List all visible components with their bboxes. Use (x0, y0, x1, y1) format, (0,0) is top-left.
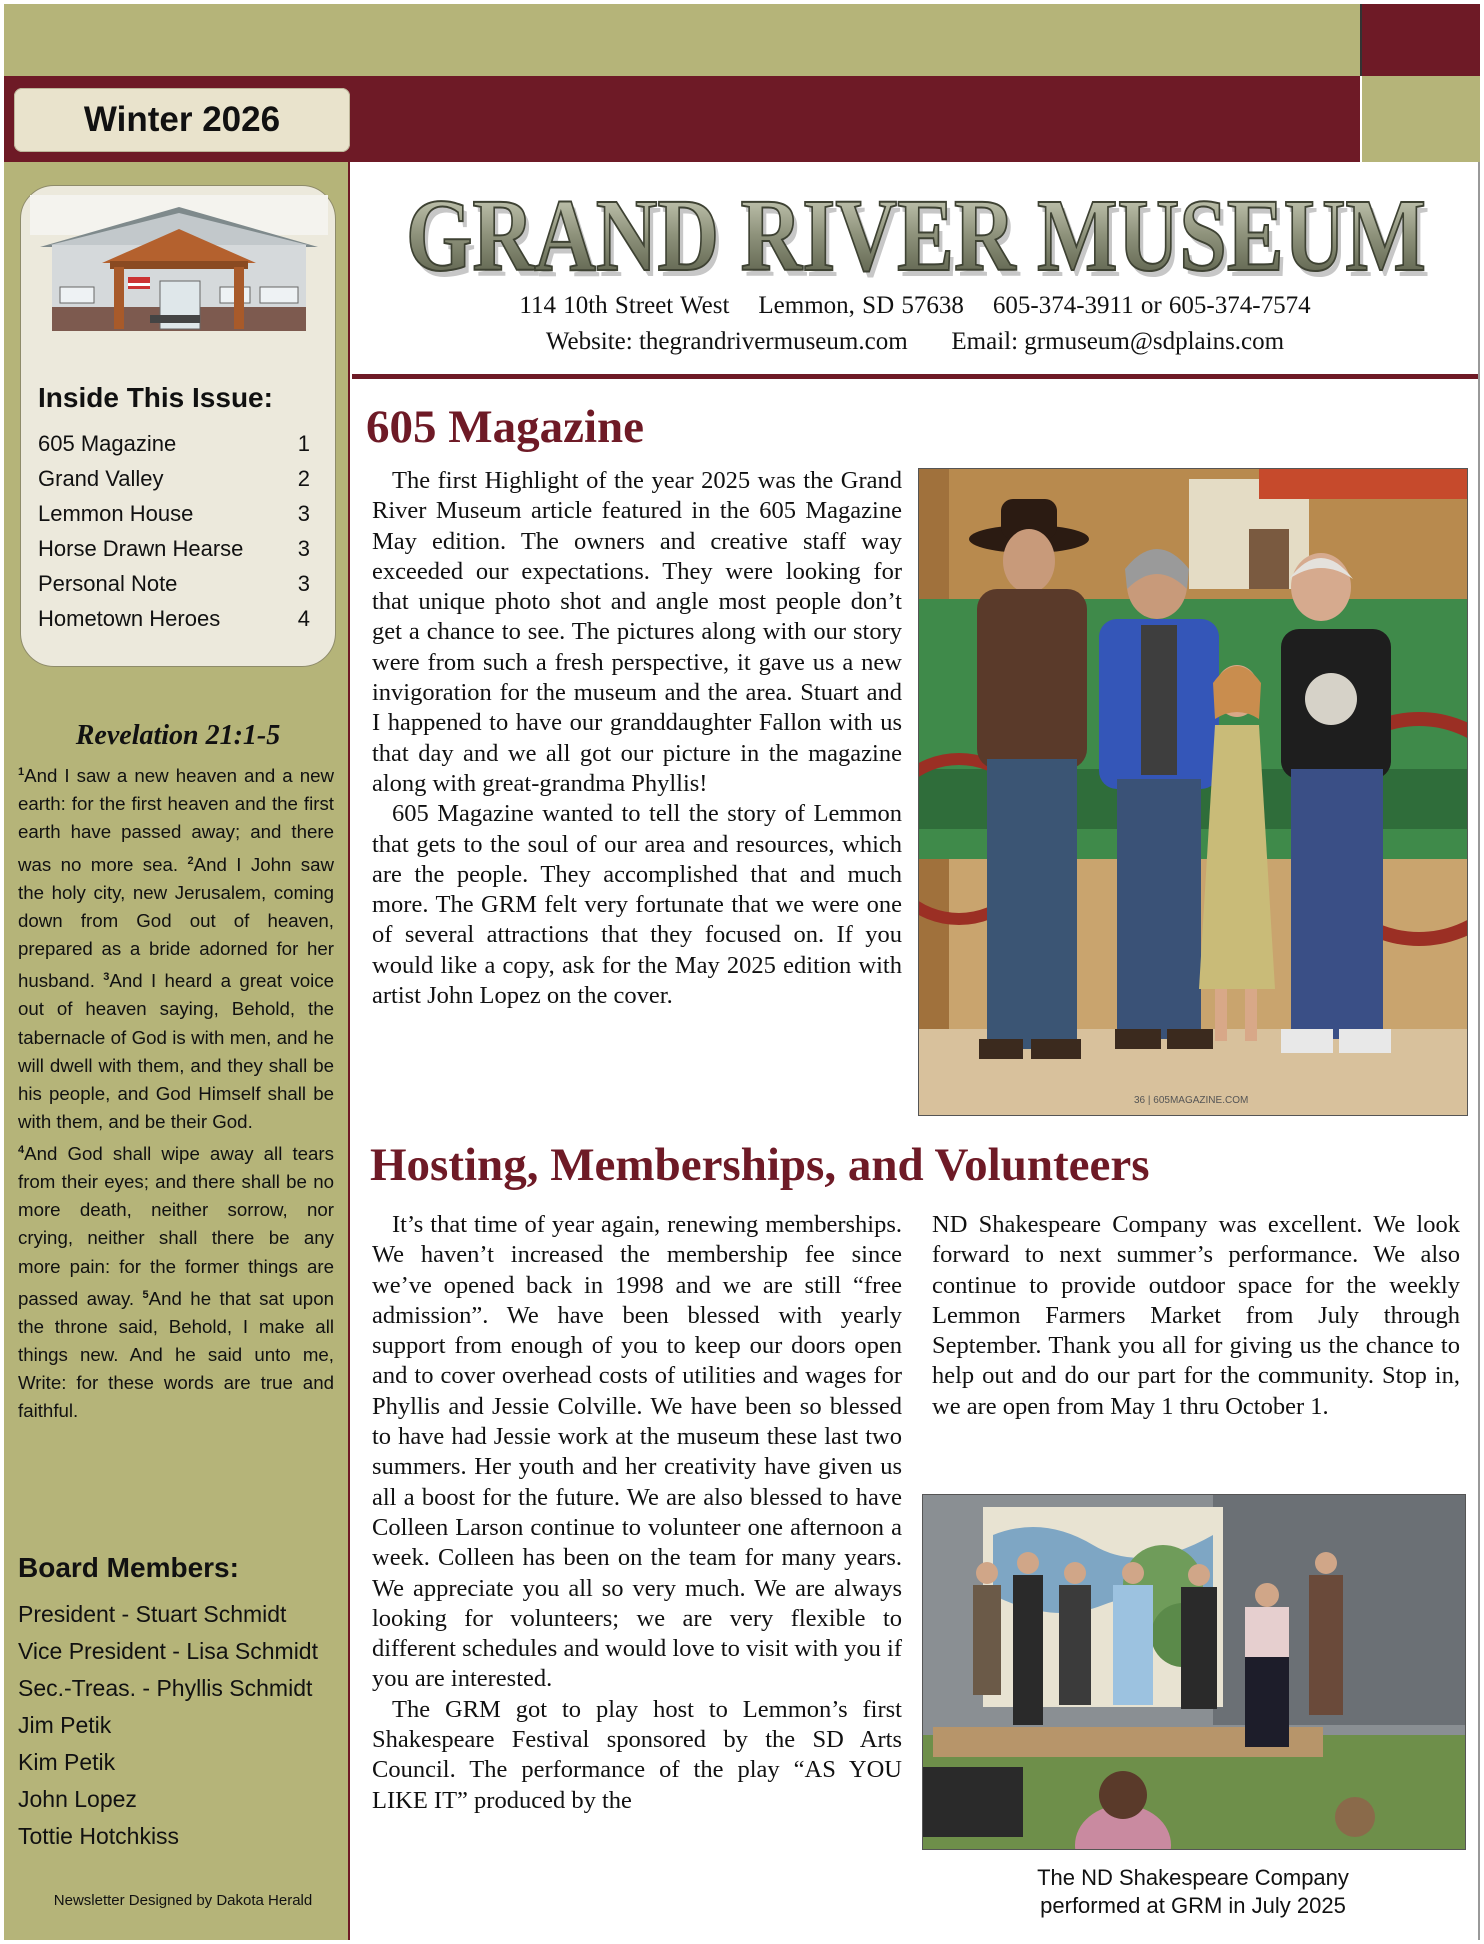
toc-label: Horse Drawn Hearse (38, 536, 244, 561)
shakespeare-performance-photo (922, 1494, 1466, 1850)
photo-caption (922, 1864, 1464, 1920)
verse: And he that sat upon the throne said, Behold, I make all things new. And he said unto me, Write: for these words are true and faithful. (18, 1287, 334, 1422)
paragraph: ND Shakespeare Company was excellent. We look forward to next summer’s performance. We also continue to provide outdoor space for the weekly Lemmon Farmers Market from July through September. Thank you all for giving us the chance to help out and do our part for the community. Stop in, we are open from May 1 thru October 1. (932, 1211, 1460, 1420)
toc-page: 2 (297, 466, 310, 491)
toc-label: Personal Note (38, 571, 178, 596)
paragraph: It’s that time of year again, renewing memberships. We haven’t increased the membership fee since we’ve opened back in 1998 and we are still “free admission”. We have been blessed with yearly support from enough of you to keep our doors open and to cover overhead costs of utilities and wages for Phyllis and Jessie Colville. We have been so blessed to have had Jessie work at the museum these last two summers. Her youth and her creativity have given us all a boost for the future. We are also blessed to have Colleen Larson continue to volunteer one afternoon a week. Colleen has been on the team for many years. We appreciate you all so very much. We are always looking for volunteers; we are very flexible to different schedules and would love to visit with you if you are interested. (372, 1211, 902, 1693)
paragraph: The GRM got to play host to Lemmon’s first Shakespeare Festival sponsored by the SD Arts Council. The performance of the play “AS YOU LIKE IT” produced by the (372, 1695, 902, 1814)
page-right-border (1478, 162, 1480, 1940)
verse-number: 4 (18, 1143, 25, 1156)
verse: And I heard a great voice out of heaven saying, Behold, the tabernacle of God is with men, and he will dwell with them, and they shall be his people, and God Himself shall be with them, and be their God. (18, 970, 334, 1132)
toc-page: 3 (297, 501, 310, 526)
board-member: Vice President - Lisa Schmidt (18, 1638, 318, 1664)
family-magazine-photo (918, 468, 1468, 1116)
verse: And I John saw the holy city, new Jerusalem, coming down from God out of heaven, prepared as a bride adorned for her husband. (18, 853, 335, 992)
board-member: Kim Petik (18, 1749, 116, 1775)
toc-item (38, 606, 310, 632)
issue-label: Winter 2026 (83, 100, 281, 139)
verse: And God shall wipe away all tears from their eyes; and there shall be no more death, neither sorrow, nor crying, neither shall there be any more pain: for the former things are passed away. (18, 1143, 334, 1309)
toc-label: Lemmon House (38, 501, 194, 526)
article-605-body (372, 466, 902, 1011)
toc-item (38, 431, 310, 457)
designer-credit: Newsletter Designed by Dakota Herald (53, 1892, 313, 1909)
board-member: Jim Petik (18, 1712, 112, 1738)
museum-name-shadow: GRAND RIVER MUSEUM (410, 184, 1430, 298)
caption-line: performed at GRM in July 2025 (1040, 1893, 1346, 1918)
scripture-text (18, 758, 334, 1425)
toc-page: 1 (297, 431, 310, 456)
address-line: 114 10th Street West Lemmon, SD 57638 605-374-3911 or 605-374-7574 (519, 292, 1311, 319)
photo-credit: 36 | 605MAGAZINE.COM (1134, 1095, 1249, 1106)
board-member: Sec.-Treas. - Phyllis Schmidt (18, 1675, 313, 1701)
board-member: President - Stuart Schmidt (18, 1601, 287, 1627)
museum-building-photo (30, 195, 328, 359)
paragraph: 605 Magazine wanted to tell the story of Lemmon that gets to the soul of our area and resources, which are the people. They accomplished that and much more. The GRM felt very fortunate that we were one of several attractions that they focused on. If you would like a copy, ask for the May 2025 edition with artist John Lopez on the cover. (372, 800, 902, 1010)
toc-page: 3 (297, 536, 310, 561)
top-right-maroon-block (1362, 4, 1480, 76)
article-hosting-column-1 (372, 1210, 902, 1816)
museum-name: GRAND RIVER MUSEUM (406, 178, 1426, 293)
verse-number: 2 (187, 854, 194, 867)
top-olive-band (4, 4, 1362, 76)
board-member: John Lopez (18, 1786, 137, 1812)
toc-item (38, 536, 310, 562)
verse-number: 5 (142, 1288, 149, 1301)
masthead-divider (352, 374, 1480, 379)
website-email-line: Website: thegrandrivermuseum.com Email: grmuseum@sdplains.com (545, 328, 1285, 355)
toc-label: Grand Valley (38, 466, 164, 491)
article-hosting-title: Hosting, Memberships, and Volunteers (370, 1139, 1150, 1191)
toc-label: 605 Magazine (38, 431, 177, 456)
caption-line: The ND Shakespeare Company (1037, 1865, 1349, 1890)
scripture-title: Revelation 21:1-5 (75, 720, 281, 751)
paragraph: The first Highlight of the year 2025 was the Grand River Museum article featured in the 605 Magazine May edition. The owners and creative staff way exceeded our expectations. They were looking for that unique photo shot and angle most people don’t get a chance to see. The pictures along with our story were from such a fresh perspective, it gave us a new invigoration for the museum and the area. Stuart and I happened to have our granddaughter Fallon with us that day and we all got our picture in the magazine along with great-grandma Phyllis! (372, 467, 902, 797)
museum-title-logo (392, 168, 1442, 298)
inside-issue-title: Inside This Issue: (38, 382, 273, 413)
toc-item (38, 571, 310, 597)
top-right-olive-block (1362, 76, 1480, 162)
verse-number: 1 (18, 766, 25, 778)
issue-badge (14, 88, 350, 152)
board-member: Tottie Hotchkiss (18, 1823, 180, 1849)
toc-label: Hometown Heroes (38, 606, 221, 631)
article-hosting-column-2 (932, 1210, 1460, 1422)
verse: And I saw a new heaven and a new earth: for the first heaven and the first earth have passed away; and there was no more sea. (18, 765, 334, 875)
article-605-title: 605 Magazine (366, 401, 645, 453)
toc-item (38, 466, 310, 492)
toc-page: 4 (297, 606, 310, 631)
toc-item (38, 501, 310, 527)
board-title: Board Members: (18, 1552, 239, 1583)
verse-number: 3 (103, 971, 110, 984)
toc-page: 3 (297, 571, 310, 596)
